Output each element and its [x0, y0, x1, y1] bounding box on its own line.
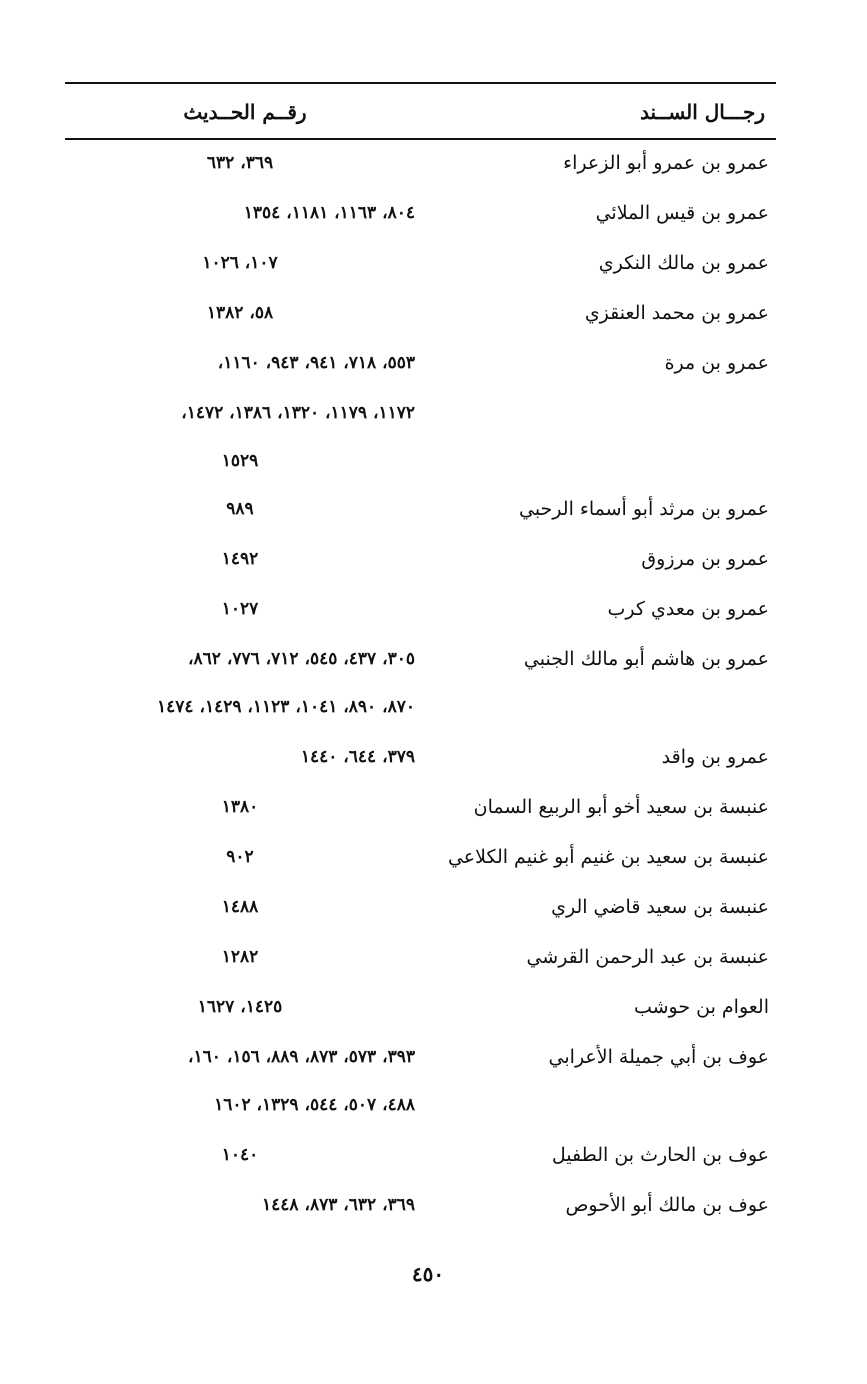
- hadith-numbers: ١٤٩٢: [221, 549, 259, 569]
- table-row: [0, 792, 867, 822]
- hadith-numbers: ٣٠٥، ٤٣٧، ٥٤٥، ٧١٢، ٧٧٦، ٨٦٢،: [188, 649, 415, 669]
- hadith-numbers: ٨٠٤، ١١٦٣، ١١٨١، ١٣٥٤: [243, 203, 415, 223]
- table-row: [0, 594, 867, 624]
- table-row: [0, 1042, 867, 1072]
- narrator-name: عنبسة بن سعيد قاضي الري: [551, 896, 769, 918]
- narrator-name: عمرو بن قيس الملائي: [595, 202, 769, 224]
- narrator-name: عمرو بن محمد العنقزي: [584, 302, 769, 324]
- header-narrators: رجـــال الســند: [640, 100, 765, 124]
- table-row: [0, 298, 867, 328]
- table-row: [0, 1190, 867, 1220]
- hadith-numbers: ٣٧٩، ٦٤٤، ١٤٤٠: [300, 747, 415, 767]
- header-hadith-numbers: رقــم الحــديث: [183, 100, 307, 124]
- narrator-name: عوف بن أبي جميلة الأعرابي: [548, 1046, 769, 1068]
- table-row: [0, 446, 867, 476]
- narrator-name: عوف بن مالك أبو الأحوص: [565, 1194, 769, 1216]
- table-row: [0, 742, 867, 772]
- table-row: [0, 494, 867, 524]
- hadith-numbers: ١١٧٢، ١١٧٩، ١٣٢٠، ١٣٨٦، ١٤٧٢،: [181, 403, 415, 423]
- header-rule: [65, 138, 776, 140]
- narrator-name: عمرو بن معدي كرب: [607, 598, 769, 620]
- table-row: [0, 248, 867, 278]
- narrator-name: عمرو بن مالك النكري: [598, 252, 769, 274]
- hadith-numbers: ٨٧٠، ٨٩٠، ١٠٤١، ١١٢٣، ١٤٢٩، ١٤٧٤: [157, 697, 415, 717]
- table-row: [0, 692, 867, 722]
- narrator-name: عمرو بن واقد: [661, 746, 769, 768]
- narrator-name: عمرو بن هاشم أبو مالك الجنبي: [523, 648, 769, 670]
- table-row: [0, 198, 867, 228]
- hadith-numbers: ١٠٢٧: [221, 599, 259, 619]
- hadith-numbers: ٣٩٣، ٥٧٣، ٨٧٣، ٨٨٩، ١٥٦، ١٦٠،: [188, 1047, 415, 1067]
- hadith-numbers: ١٢٨٢: [221, 947, 259, 967]
- hadith-numbers: ٤٨٨، ٥٠٧، ٥٤٤، ١٣٢٩، ١٦٠٢: [214, 1095, 415, 1115]
- hadith-numbers: ١٤٢٥، ١٦٢٧: [197, 997, 283, 1017]
- narrator-name: عنبسة بن عبد الرحمن القرشي: [526, 946, 769, 968]
- table-row: [0, 148, 867, 178]
- table-row: [0, 942, 867, 972]
- hadith-numbers: ٩٨٩: [226, 499, 254, 519]
- narrator-name: العوام بن حوشب: [633, 996, 769, 1018]
- page-number: ٤٥٠: [411, 1262, 445, 1286]
- hadith-numbers: ٣٦٩، ٦٣٢، ٨٧٣، ١٤٤٨: [262, 1195, 415, 1215]
- narrator-name: عمرو بن مرثد أبو أسماء الرحبي: [518, 498, 769, 520]
- table-row: [0, 398, 867, 428]
- narrator-name: عنبسة بن سعيد أخو أبو الربيع السمان: [473, 796, 769, 818]
- table-row: [0, 544, 867, 574]
- narrator-name: عمرو بن مرة: [664, 352, 769, 374]
- table-row: [0, 1090, 867, 1120]
- hadith-numbers: ٣٦٩، ٦٣٢: [206, 153, 274, 173]
- hadith-numbers: ٥٨، ١٣٨٢: [206, 303, 274, 323]
- table-row: [0, 992, 867, 1022]
- hadith-numbers: ١٠٧، ١٠٢٦: [202, 253, 278, 273]
- hadith-numbers: ٩٠٢: [226, 847, 254, 867]
- narrator-name: عمرو بن عمرو أبو الزعراء: [563, 152, 769, 174]
- narrator-name: عوف بن الحارث بن الطفيل: [551, 1144, 769, 1166]
- table-row: [0, 644, 867, 674]
- hadith-numbers: ١٤٨٨: [221, 897, 259, 917]
- table-row: [0, 1140, 867, 1170]
- table-row: [0, 892, 867, 922]
- table-row: [0, 842, 867, 872]
- hadith-numbers: ١٥٢٩: [221, 451, 259, 471]
- hadith-numbers: ١٠٤٠: [221, 1145, 259, 1165]
- top-rule: [65, 82, 776, 84]
- narrator-name: عنبسة بن سعيد بن غنيم أبو غنيم الكلاعي: [447, 846, 769, 868]
- hadith-numbers: ٥٥٣، ٧١٨، ٩٤١، ٩٤٣، ١١٦٠،: [217, 353, 415, 373]
- narrator-name: عمرو بن مرزوق: [641, 548, 769, 570]
- table-row: [0, 348, 867, 378]
- hadith-numbers: ١٣٨٠: [221, 797, 259, 817]
